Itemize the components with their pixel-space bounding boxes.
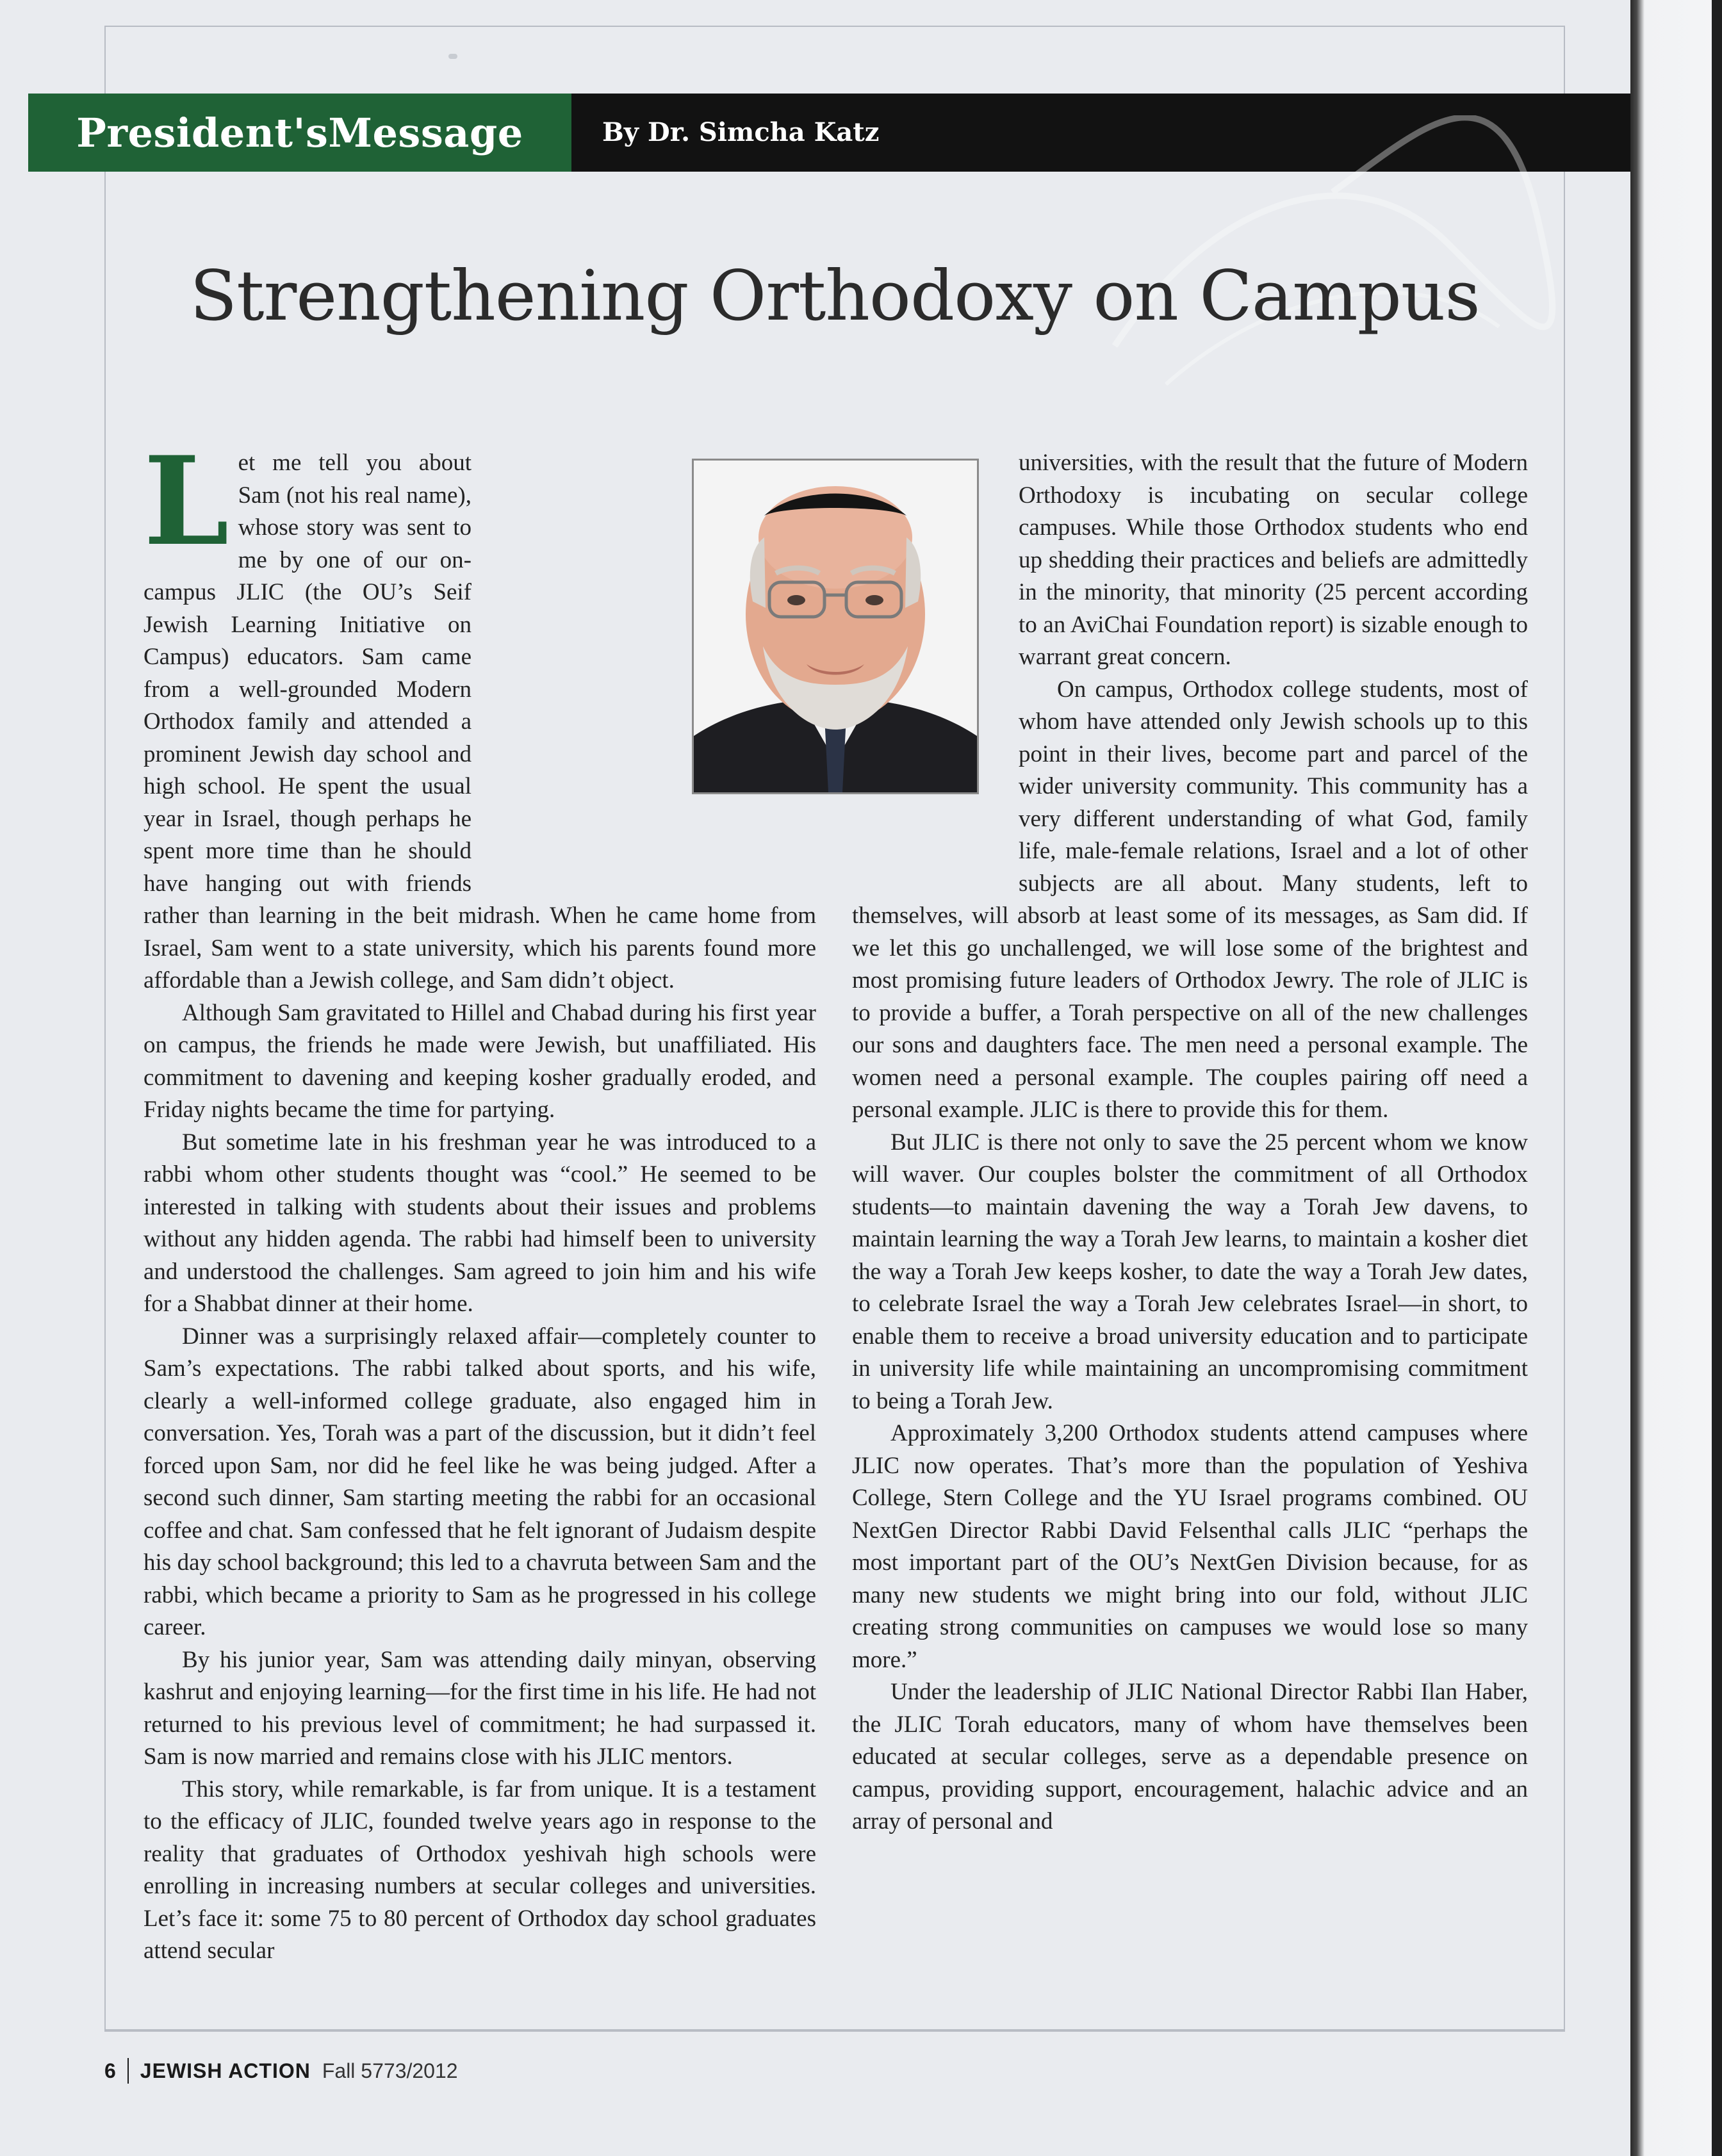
paragraph: This story, while remarkable, is far from unique. It is a testament to the efficacy of JLIC, founded twelve years ago in response to the reality that graduates of Orthodox yeshivah high schools were enrolling in increasing numbers at secular colleges and universities. Let’s face it: some 75 to 80 percent of Orthodox day school graduates attend secular bbox=[144, 1776, 816, 1964]
drop-cap: L bbox=[144, 430, 229, 573]
scan-edge bbox=[1712, 0, 1722, 2156]
next-page-edge bbox=[1630, 0, 1722, 2156]
paragraph: universities, with the result that the future of Modern Orthodoxy is incubating on secular college campuses. While those Orthodox students who end up shedding their practices and beliefs are admittedly in the minority, that minority (25 percent according to an AviChai Foundation report) is sizable enough to warrant great concern. bbox=[1019, 450, 1528, 670]
paragraph: Under the leadership of JLIC National Director Rabbi Ilan Haber, the JLIC Torah educators, many of whom have themselves been educated at secular colleges, serve as a dependable presence on campus, providing support, encouragement, halachic advice and an array of personal and bbox=[852, 1679, 1528, 1834]
section-label: President'sMessage bbox=[76, 109, 523, 156]
magazine-name: JEWISH ACTION bbox=[140, 2059, 311, 2082]
article-headline: Strengthening Orthodoxy on Campus bbox=[190, 256, 1480, 336]
page-number: 6 bbox=[104, 2059, 116, 2082]
paragraph: But sometime late in his freshman year he was introduced to a rabbi whom other students thought was “cool.” He seemed to be interested in talking with students about their issues and problems without any hidden agenda. The rabbi had himself been to university and understood the challenges. Sam agreed to join him and his wife for a Shabbat dinner at their home. bbox=[144, 1129, 816, 1317]
paragraph: Although Sam gravitated to Hillel and Chabad during his first year on campus, the friends he made were Jewish, but unaffiliated. His commitment to davening and keeping kosher gradually eroded, and Friday nights became the time for partying. bbox=[144, 999, 816, 1123]
article-column-left bbox=[144, 430, 816, 1968]
issue-date: Fall 5773/2012 bbox=[322, 2059, 458, 2082]
paragraph: By his junior year, Sam was attending daily minyan, observing kashrut and enjoying learning—for the first time in his life. He had not returned to his previous level of commitment; he had surpassed it. Sam is now married and remains close with his JLIC mentors. bbox=[144, 1646, 816, 1770]
section-label-box bbox=[28, 94, 571, 172]
footer-rule bbox=[104, 2030, 1565, 2032]
paragraph: Let me tell you about Sam (not his real name), whose story was sent to me by one of our on-campus JLIC (the OU’s Seif Jewish Learning Initiative on Campus) educators. Sam came from a well-grounded Modern Orthodox family and attended a prominent Jewish day school and high school. He spent the usual year in Israel, though perhaps he spent more time than he should have hanging out with friends rather than learning in the beit midrash. When he came home from Israel, Sam went to a state university, which his parents found more affordable than a Jewish college, and Sam didn’t object. bbox=[144, 430, 816, 993]
paragraph: Approximately 3,200 Orthodox students attend campuses where JLIC now operates. That’s more than the population of Yeshiva College, Stern College and the YU Israel programs combined. OU NextGen Director Rabbi David Felsenthal calls JLIC “perhaps the most important part of the OU’s NextGen Division because, for as many new students we might bring into our fold, without JLIC creating strong communities on campuses we would lose so many more.” bbox=[852, 1420, 1528, 1673]
byline: By Dr. Simcha Katz bbox=[602, 117, 880, 147]
photo-wrap-spacer bbox=[852, 447, 1019, 874]
photo-wrap-spacer bbox=[472, 447, 816, 883]
paragraph: Dinner was a surprisingly relaxed affair—completely counter to Sam’s expectations. The rabbi talked about sports, and his wife, clearly a well-informed college graduate, also engaged him in conversation. Yes, Torah was a part of the discussion, but it didn’t feel forced upon Sam, nor did he feel like he was being judged. After a second such dinner, Sam starting meeting the rabbi for an occasional coffee and chat. Sam confessed that he felt ignorant of Judaism despite his day school background; this led to a chavruta between Sam and the rabbi, which became a priority to Sam as he progressed in his college career. bbox=[144, 1323, 816, 1640]
article-column-right bbox=[852, 447, 1528, 1838]
footer-separator bbox=[127, 2058, 129, 2084]
page-footer bbox=[104, 2055, 458, 2087]
paragraph: But JLIC is there not only to save the 25 percent whom we know will waver. Our couples bolster the commitment of all Orthodox students—to maintain davening the way a Torah Jew davens, to maintain learning the way a Torah Jew learns, to maintain a kosher diet the way a Torah Jew keeps kosher, to date the way a Torah Jew dates, to celebrate Israel the way a Torah Jew celebrates Israel—in short, to enable them to receive a broad university education and to participate in university life while maintaining an uncompromising commitment to being a Torah Jew. bbox=[852, 1129, 1528, 1414]
paragraph: On campus, Orthodox college students, most of whom have attended only Jewish schools up to this point in their lives, become part and parcel of the wider university community. This community has a very different understanding of what God, family life, male-female relations, Israel and a lot of other subjects are all about. Many students, left to themselves, will absorb at least some of its messages, as Sam did. If we let this go unchallenged, we will lose some of the brightest and most promising future leaders of Orthodox Jewry. The role of JLIC is to provide a buffer, a Torah perspective on all of the new challenges our sons and daughters face. The men need a personal example. The women need a personal example. The couples pairing off need a personal example. JLIC is there to provide this for them. bbox=[852, 676, 1528, 1123]
